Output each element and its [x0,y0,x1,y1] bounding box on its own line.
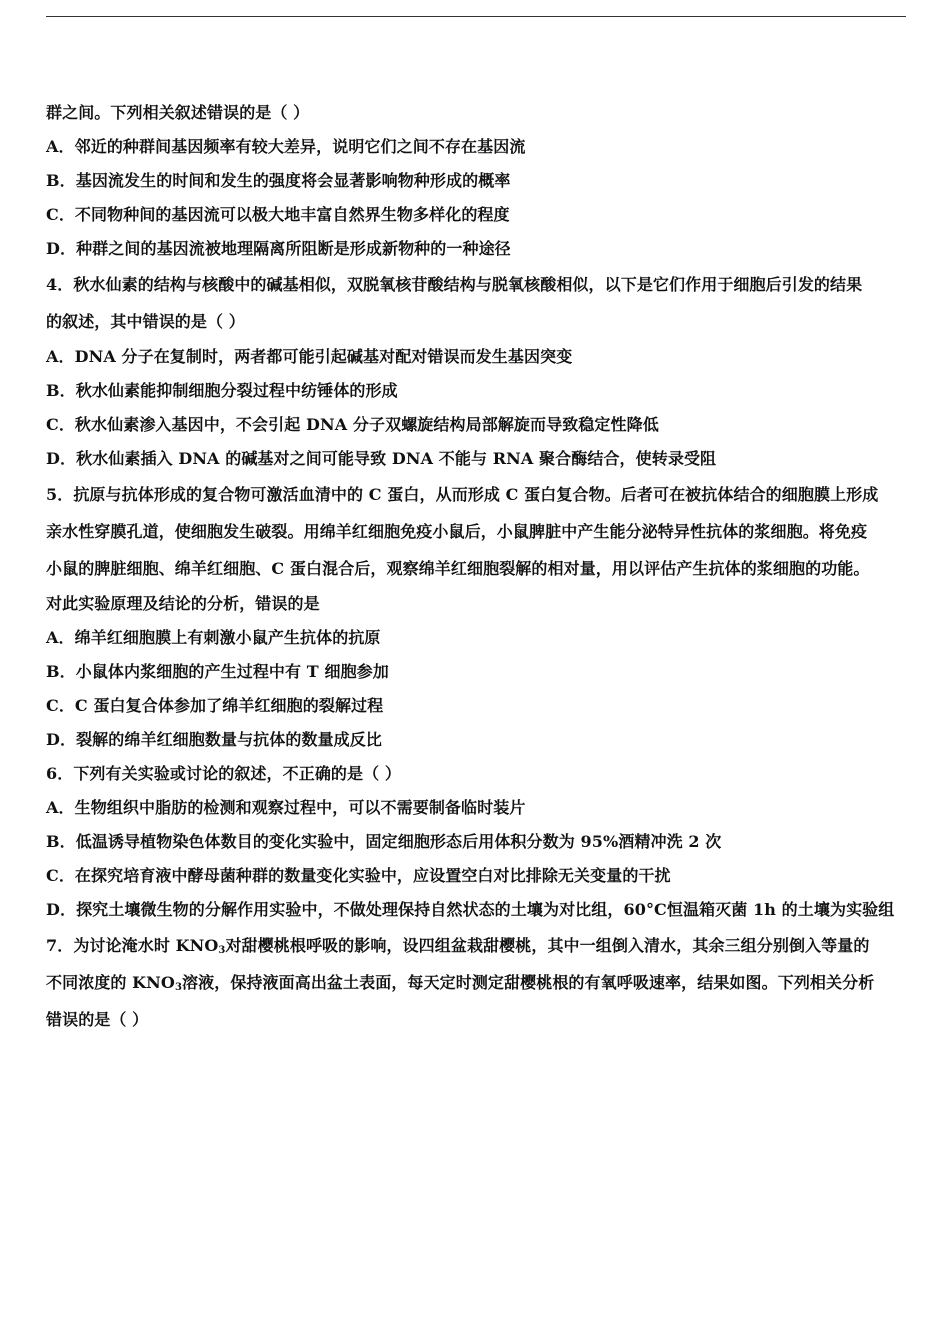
q3-stem-end: 群之间。下列相关叙述错误的是（ ） [46,103,310,122]
q4-option-c: C．秋水仙素渗入基因中，不会引起 DNA 分子双螺旋结构局部解旋而导致稳定性降低 [46,415,659,434]
q4-option-d: D．秋水仙素插入 DNA 的碱基对之间可能导致 DNA 不能与 RNA 聚合酶结合，使转录受阻 [46,449,717,468]
q6-option-c: C．在探究培育液中酵母菌种群的数量变化实验中，应设置空白对比排除无关变量的干扰 [46,866,671,885]
q7-stem-line2 [46,964,908,1001]
q7-text: 7．为讨论淹水时 KNO [46,936,219,955]
q7-subscript: 3 [218,945,226,956]
q3-option-c: C．不同物种间的基因流可以极大地丰富自然界生物多样化的程度 [46,205,510,224]
q5-option-a: A．绵羊红细胞膜上有刺激小鼠产生抗体的抗原 [46,628,381,647]
q3-option-b: B．基因流发生的时间和发生的强度将会显著影响物种形成的概率 [46,171,511,190]
q5-option-c: C．C 蛋白复合体参加了绵羊红细胞的裂解过程 [46,696,384,715]
q5-stem-line3: 小鼠的脾脏细胞、绵羊红细胞、C 蛋白混合后，观察绵羊红细胞裂解的相对量，用以评估产生抗体的浆细胞的功能。 [46,559,870,578]
q4-option-b: B．秋水仙素能抑制细胞分裂过程中纺锤体的形成 [46,381,398,400]
q7-text: 溶液，保持液面高出盆土表面，每天定时测定甜樱桃根的有氧呼吸速率，结果如图。下列相关分析 [182,973,875,992]
q7-stem-line1 [46,927,908,964]
document-body [46,96,908,1038]
q3-option-d: D．种群之间的基因流被地理隔离所阻断是形成新物种的一种途径 [46,239,511,258]
q7-stem-line3: 错误的是（ ） [46,1010,149,1029]
q6-option-a: A．生物组织中脂肪的检测和观察过程中，可以不需要制备临时装片 [46,798,526,817]
q4-stem-line1: 4．秋水仙素的结构与核酸中的碱基相似，双脱氧核苷酸结构与脱氧核酸相似，以下是它们作用于细胞后引发的结果 [46,275,863,294]
q6-option-b: B．低温诱导植物染色体数目的变化实验中，固定细胞形态后用体积分数为 95%酒精冲洗 2 次 [46,832,722,851]
q5-option-d: D．裂解的绵羊红细胞数量与抗体的数量成反比 [46,730,382,749]
q5-stem-line4: 对此实验原理及结论的分析，错误的是 [46,594,320,613]
header-rule [46,16,906,17]
q3-option-a: A．邻近的种群间基因频率有较大差异，说明它们之间不存在基因流 [46,137,526,156]
q7-text: 对甜樱桃根呼吸的影响，设四组盆栽甜樱桃，其中一组倒入清水，其余三组分别倒入等量的 [225,936,870,955]
q7-text: 不同浓度的 KNO [46,973,175,992]
q6-stem: 6．下列有关实验或讨论的叙述，不正确的是（ ） [46,764,402,783]
q4-stem-line2: 的叙述，其中错误的是（ ） [46,312,245,331]
q5-stem-line1: 5．抗原与抗体形成的复合物可激活血清中的 C 蛋白，从而形成 C 蛋白复合物。后者可在被抗体结合的细胞膜上形成 [46,485,879,504]
q7-subscript: 3 [174,982,183,993]
q4-option-a: A．DNA 分子在复制时，两者都可能引起碱基对配对错误而发生基因突变 [46,347,573,366]
q6-option-d: D．探究土壤微生物的分解作用实验中，不做处理保持自然状态的土壤为对比组，60°C恒温箱灭菌 1h 的土壤为实验组 [46,900,895,919]
q5-option-b: B．小鼠体内浆细胞的产生过程中有 T 细胞参加 [46,662,389,681]
q5-stem-line2: 亲水性穿膜孔道，使细胞发生破裂。用绵羊红细胞免疫小鼠后，小鼠脾脏中产生能分泌特异性抗体的浆细胞。将免疫 [46,522,868,541]
